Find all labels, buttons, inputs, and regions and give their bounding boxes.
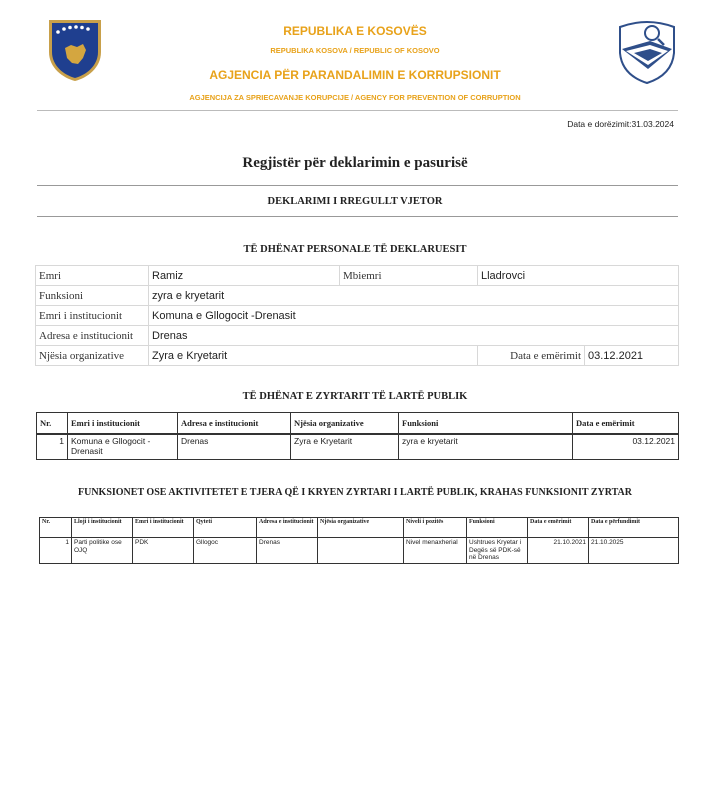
official-data-table xyxy=(36,412,679,460)
address-value: Drenas xyxy=(149,326,679,346)
function-value: zyra e kryetarit xyxy=(149,286,679,306)
last-name-label: Mbiemri xyxy=(340,266,478,286)
official-section-title: TË DHËNAT E ZYRTARIT TË LARTË PUBLIK xyxy=(242,391,468,402)
table-row xyxy=(36,266,679,286)
org-unit-cell: Zyra e Kryetarit xyxy=(291,434,399,460)
function-cell: zyra e kryetarit xyxy=(399,434,573,460)
institution-cell: Komuna e Gllogocit - Drenasit xyxy=(68,434,178,460)
column-header: Nr. xyxy=(40,518,72,538)
table-header-row xyxy=(40,518,679,538)
column-header: Emri i institucionit xyxy=(133,518,194,538)
column-header: Funksioni xyxy=(467,518,528,538)
appointment-date-value: 03.12.2021 xyxy=(585,346,679,366)
end-date-cell: 21.10.2025 xyxy=(589,538,679,564)
column-header: Njësia organizative xyxy=(318,518,404,538)
appointment-date-cell: 03.12.2021 xyxy=(573,434,679,460)
first-name-value: Ramiz xyxy=(149,266,340,286)
table-row xyxy=(36,346,679,366)
org-unit-cell xyxy=(318,538,404,564)
table-row xyxy=(36,306,679,326)
republic-heading: REPUBLIKA E KOSOVËS xyxy=(283,24,427,38)
functions-section-title: FUNKSIONET OSE AKTIVITETET E TJERA QË I KRYEN ZYRTARI I LARTË PUBLIK, KRAHAS FUNKSIONIT ZYRTAR xyxy=(77,487,632,498)
column-header: Nr. xyxy=(37,413,68,435)
table-row xyxy=(36,326,679,346)
column-header: Adresa e institucionit xyxy=(257,518,318,538)
agency-subheading: AGJENCIJA ZA SPRIECAVANJE KORUPCIJE / AGENCY FOR PREVENTION OF CORRUPTION xyxy=(189,93,521,102)
table-row xyxy=(36,286,679,306)
city-cell: Gllogoc xyxy=(194,538,257,564)
row-number: 1 xyxy=(37,434,68,460)
personal-data-table xyxy=(35,265,679,366)
agency-heading: AGJENCIA PËR PARANDALIMIN E KORRUPSIONIT xyxy=(209,68,501,82)
subtitle-divider xyxy=(37,216,678,217)
submission-date: Data e dorëzimit:31.03.2024 xyxy=(567,119,674,129)
column-header: Data e emërimit xyxy=(573,413,679,435)
first-name-label: Emri xyxy=(36,266,149,286)
institution-name-cell: PDK xyxy=(133,538,194,564)
column-header: Niveli i pozitës xyxy=(404,518,467,538)
personal-section-title: TË DHËNAT PERSONALE TË DEKLARUESIT xyxy=(243,244,467,255)
address-label: Adresa e institucionit xyxy=(36,326,149,346)
institution-label: Emri i institucionit xyxy=(36,306,149,326)
address-cell: Drenas xyxy=(257,538,318,564)
column-header: Lloji i institucionit xyxy=(72,518,133,538)
table-header-row xyxy=(37,413,679,435)
row-number: 1 xyxy=(40,538,72,564)
function-cell: Ushtrues Kryetar i Degës së PDK-së në Drenas xyxy=(467,538,528,564)
table-row xyxy=(40,538,679,564)
column-header: Data e përfundimit xyxy=(589,518,679,538)
declaration-type: DEKLARIMI I RREGULLT VJETOR xyxy=(267,196,443,207)
function-label: Funksioni xyxy=(36,286,149,306)
page-title: Regjistër për deklarimin e pasurisë xyxy=(242,155,468,171)
header-divider xyxy=(37,110,678,111)
address-cell: Drenas xyxy=(178,434,291,460)
functions-table xyxy=(39,517,679,564)
column-header: Data e emërimit xyxy=(528,518,589,538)
table-row xyxy=(37,434,679,460)
appointment-date-label: Data e emërimit xyxy=(478,346,585,366)
last-name-value: Lladrovci xyxy=(478,266,679,286)
position-level-cell: Nivel menaxherial xyxy=(404,538,467,564)
institution-type-cell: Parti politike ose OJQ xyxy=(72,538,133,564)
column-header: Emri i institucionit xyxy=(68,413,178,435)
column-header: Adresa e institucionit xyxy=(178,413,291,435)
republic-subheading: REPUBLIKA KOSOVA / REPUBLIC OF KOSOVO xyxy=(270,46,440,55)
institution-value: Komuna e Gllogocit -Drenasit xyxy=(149,306,679,326)
title-divider xyxy=(37,185,678,186)
column-header: Qyteti xyxy=(194,518,257,538)
org-unit-value: Zyra e Kryetarit xyxy=(149,346,478,366)
org-unit-label: Njësia organizative xyxy=(36,346,149,366)
column-header: Funksioni xyxy=(399,413,573,435)
appointment-date-cell: 21.10.2021 xyxy=(528,538,589,564)
column-header: Njësia organizative xyxy=(291,413,399,435)
